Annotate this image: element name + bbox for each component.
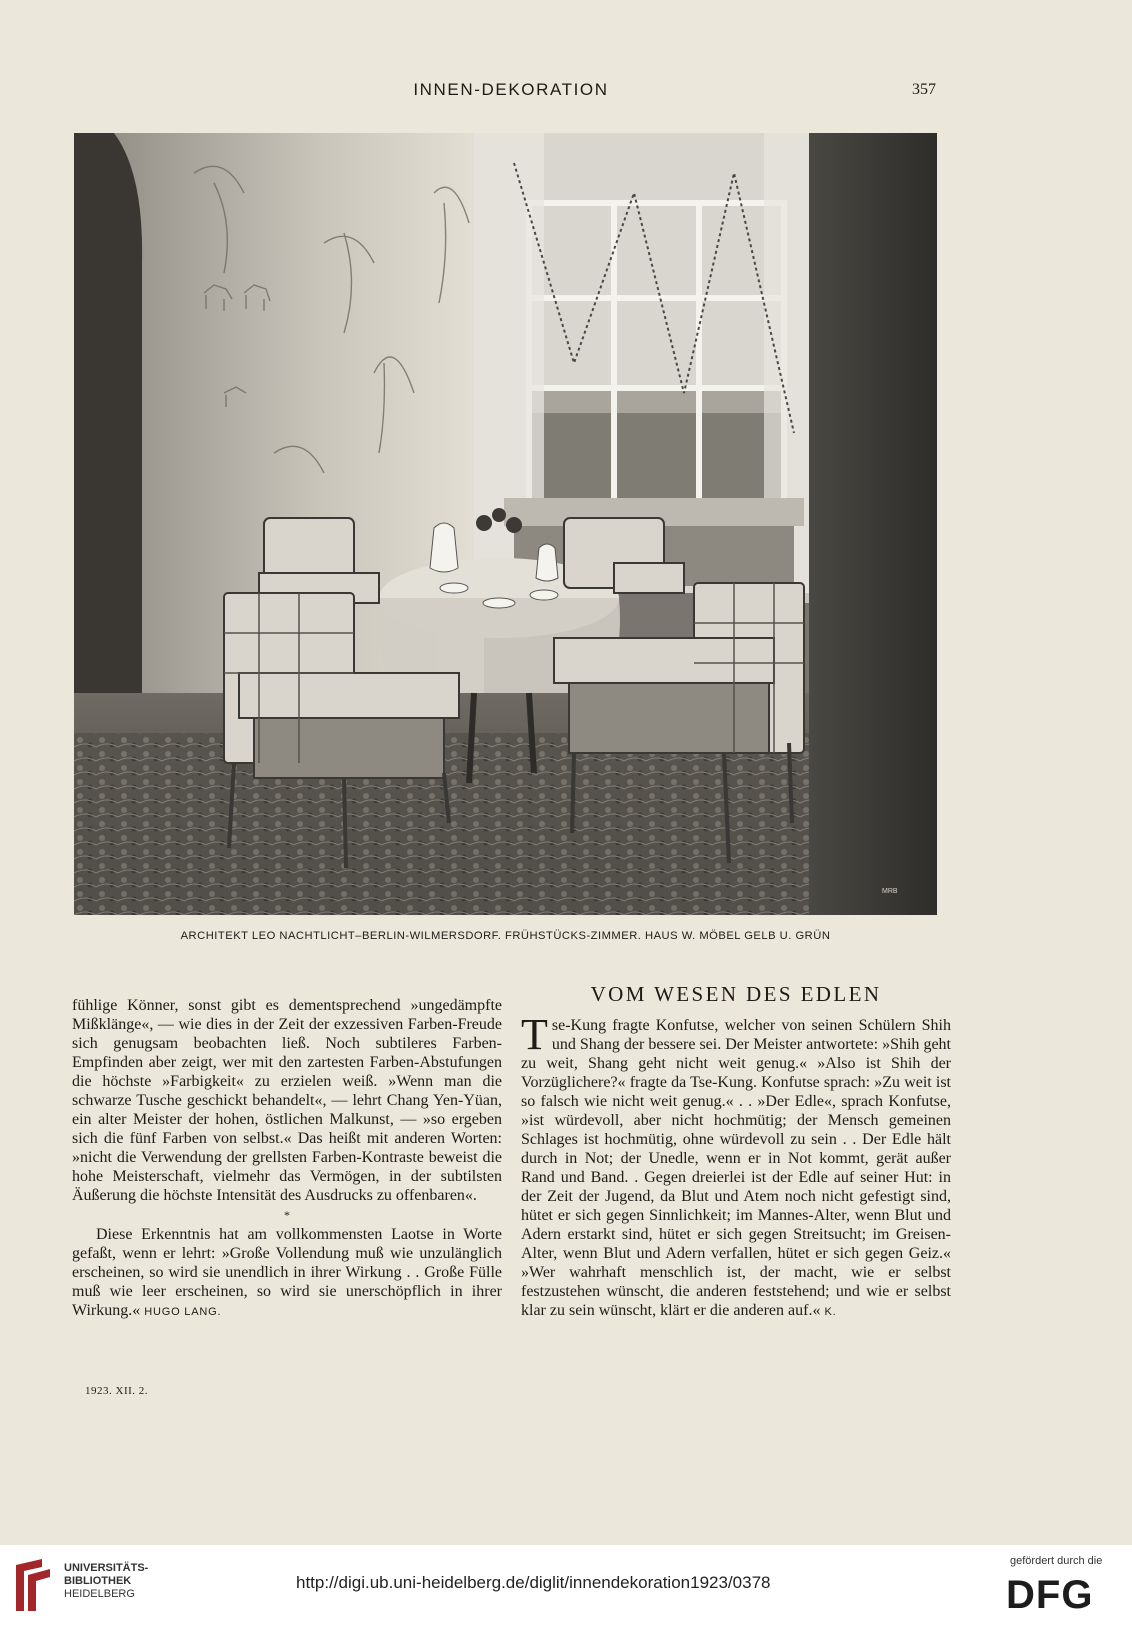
digitization-footer: [0, 1545, 1132, 1625]
right-paragraph-1-text: se-Kung fragte Konfutse, welcher von seinen Schülern Shih und Shang der bessere sei. Der Meister antwortete: »Shih geht zu weit, Shang geht nicht weit genug.« »Also ist Shih der Vorzüglichere?« fragte da Tse-Kung. Konfutse sprach: »Zu weit ist so falsch wie nicht weit genug.« . . »Der Edle«, sprach Konfutse, »ist würdevoll, aber nicht hochmütig; der Mensch gemeinen Schlages ist hochmütig, ohne würdevoll zu sein . . Der Edle hält durch in Not; der Unedle, wenn er in Not kommt, gerät außer Rand und Band. . Gegen dreierlei ist der Edle auf seiner Hut: in der Zeit der Jugend, da Blut und Atem noch nicht gefestigt sind, hütet er sich gegen Sinnlichkeit; im Mannes-Alter, wenn Blut und Adern erstarkt sind, hütet er sich gegen Streitsucht; im Greisen-Alter, wenn Blut und Adern verfallen, hütet er sich gegen Geiz.« »Wer wahrhaft menschlich ist, der macht, wie er selbst festzustehen wünscht, die anderen feststehend; und wie er selbst klar zu sein wünscht, klärt er die anderen auf.«: [521, 1017, 951, 1319]
section-heading: VOM WESEN DES EDLEN: [590, 982, 882, 1006]
funded-by-label: gefördert durch die: [1010, 1555, 1103, 1567]
section-separator: *: [284, 1208, 290, 1222]
drop-cap: T: [521, 1010, 548, 1059]
interior-photograph: [74, 133, 937, 915]
photo-caption: ARCHITEKT LEO NACHTLICHT–BERLIN-WILMERSDORF. FRÜHSTÜCKS-ZIMMER. HAUS W. MÖBEL GELB U. GRÜN: [180, 930, 831, 942]
author-signature: HUGO LANG.: [144, 1306, 222, 1318]
library-logo-icon: [12, 1557, 54, 1613]
library-name-line3: HEIDELBERG: [64, 1588, 135, 1600]
breakfast-room-photo: [74, 133, 937, 915]
library-name-line2: BIBLIOTHEK: [64, 1575, 132, 1587]
left-column: [72, 996, 502, 1322]
photo-monogram: MRB: [882, 888, 898, 895]
permalink-url[interactable]: http://digi.ub.uni-heidelberg.de/diglit/innendekoration1923/0378: [296, 1573, 771, 1592]
right-paragraph-1: [521, 1010, 951, 1322]
printer-mark: 1923. XII. 2.: [85, 1385, 149, 1397]
running-head: [0, 80, 1132, 104]
library-name: [64, 1562, 148, 1601]
dfg-logo: DFG: [1006, 1573, 1094, 1617]
right-signature: K.: [824, 1306, 837, 1318]
left-paragraph-1: fühlige Könner, sonst gibt es dementsprechend »ungedämpfte Mißklänge«, — wie dies in der Zeit der exzessiven Farben-Freude sich genugsam beobachten ließ. Noch subtileres Farben-Empfinden aber zeigt, wer mit den zartesten Farben-Abstufungen die höchste »Farbigkeit« zu erzielen weiß. »Wenn man die schwarze Tusche geschickt behandelt«, — lehrt Chang Yen-Yüan, ein alter Meister der hohen, östlichen Malkunst, — »so ergeben sich die fünf Farben von selbst.« Das heißt mit anderen Worten: »nicht die Verwendung der grellsten Farben-Kontraste beweist die hohe Meisterschaft, vielmehr das Vermögen, in der subtilsten Äußerung die höchste Intensität des Ausdrucks zu offenbaren«.: [72, 997, 502, 1204]
running-title: INNEN-DEKORATION: [413, 80, 609, 99]
page-number: 357: [912, 81, 936, 98]
library-name-line1: UNIVERSITÄTS-: [64, 1562, 149, 1574]
left-paragraph-2: [72, 1225, 502, 1322]
left-paragraph-2-text: Diese Erkenntnis hat am vollkommensten Laotse in Worte gefaßt, wenn er lehrt: »Große Vollendung muß wie unzulänglich erscheinen, so wird sie unendlich in ihrer Wirkung . . Große Fülle muß wie leer erscheinen, so wird sie unerschöpflich in ihrer Wirkung.«: [72, 1226, 502, 1319]
right-column: [521, 1010, 951, 1322]
